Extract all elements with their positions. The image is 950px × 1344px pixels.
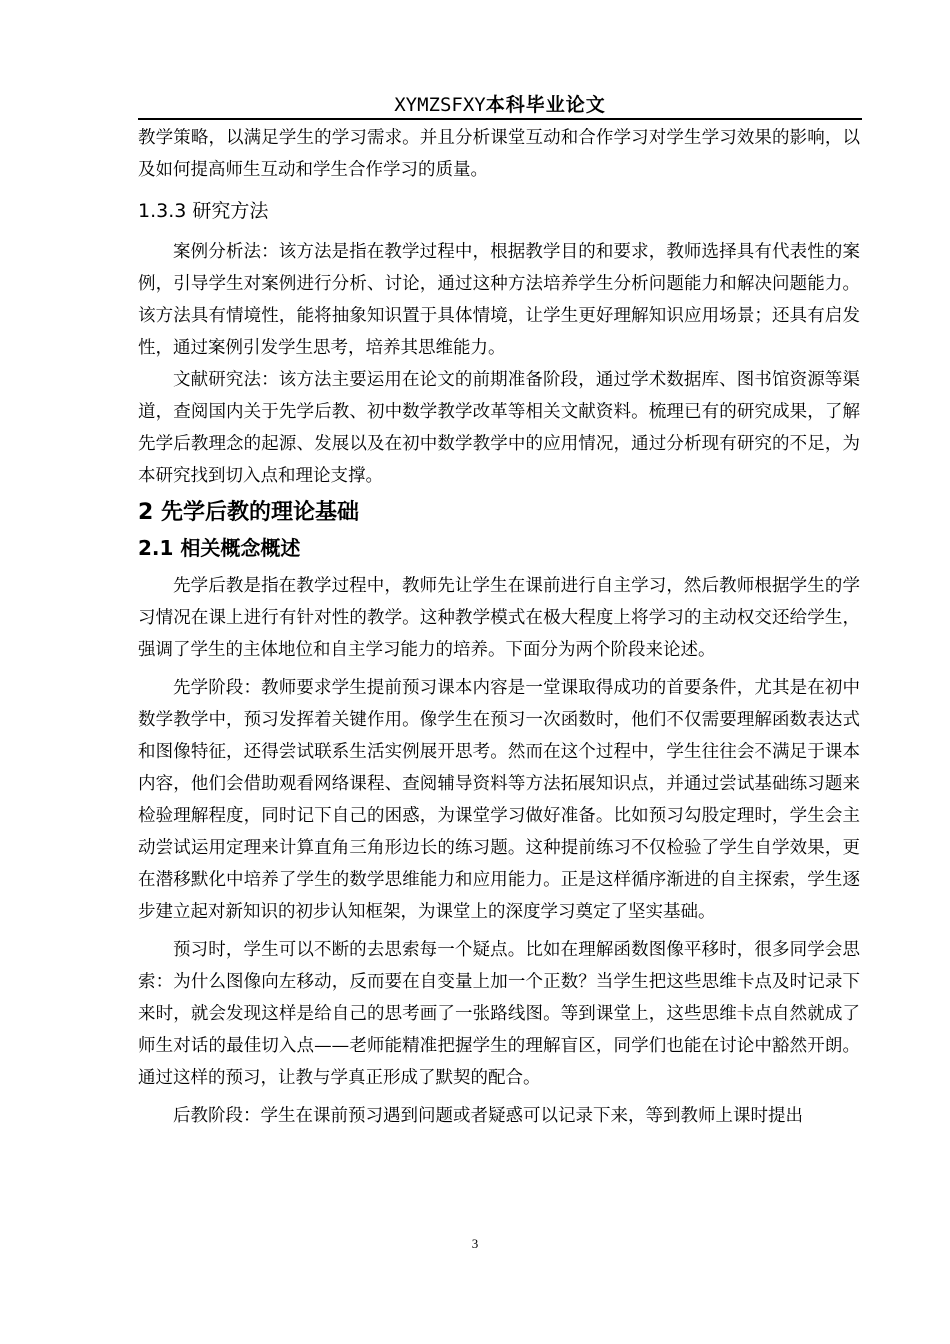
paragraph-definition: 先学后教是指在教学过程中，教师先让学生在课前进行自主学习，然后教师根据学生的学习情况在课上进行有针对性的教学。这种教学模式在极大程度上将学习的主动权交还给学生，强调了学生的主体地位和自主学习能力的培养。下面分为两个阶段来论述。 <box>138 576 860 660</box>
header-code: XYMZSFXY <box>394 94 486 116</box>
paragraph-continued: 教学策略，以满足学生的学习需求。并且分析课堂互动和合作学习对学生学习效果的影响，以及如何提高师生互动和学生合作学习的质量。 <box>138 128 860 180</box>
paragraph-pre-learning: 先学阶段：教师要求学生提前预习课本内容是一堂课取得成功的首要条件，尤其是在初中数学教学中，预习发挥着关键作用。像学生在预习一次函数时，他们不仅需要理解函数表达式和图像特征，还得尝试联系生活实例展开思考。然而在这个过程中，学生往往会不满足于课本内容，他们会借助观看网络课程、查阅辅导资料等方法拓展知识点，并通过尝试基础练习题来检验理解程度，同时记下自己的困惑，为课堂学习做好准备。比如预习勾股定理时，学生会主动尝试运用定理来计算直角三角形边长的练习题。这种提前练习不仅检验了学生自学效果，更在潜移默化中培养了学生的数学思维能力和应用能力。正是这样循序渐进的自主探索，学生逐步建立起对新知识的初步认知框架，为课堂上的深度学习奠定了坚实基础。 <box>138 678 860 922</box>
paragraph-post-teaching: 后教阶段：学生在课前预习遇到问题或者疑惑可以记录下来，等到教师上课时提出 <box>173 1106 803 1126</box>
page-number: 3 <box>471 1236 479 1251</box>
header-title: 本科毕业论文 <box>485 94 606 116</box>
chapter-heading-2: 2 先学后教的理论基础 <box>138 500 359 525</box>
section-heading-2-1: 2.1 相关概念概述 <box>138 536 301 560</box>
paragraph-literature-research: 文献研究法：该方法主要运用在论文的前期准备阶段，通过学术数据库、图书馆资源等渠道，查阅国内关于先学后教、初中数学教学改革等相关文献资料。梳理已有的研究成果，了解先学后教理念的起源、发展以及在初中数学教学中的应用情况，通过分析现有研究的不足，为本研究找到切入点和理论支撑。 <box>138 370 860 486</box>
paragraph-preview: 预习时，学生可以不断的去思索每一个疑点。比如在理解函数图像平移时，很多同学会思索：为什么图像向左移动，反而要在自变量上加一个正数？当学生把这些思维卡点及时记录下来时，就会发现这样是给自己的思考画了一张路线图。等到课堂上，这些思维卡点自然就成了师生对话的最佳切入点——老师能精准把握学生的理解盲区，同学们也能在讨论中豁然开朗。通过这样的预习，让教与学真正形成了默契的配合。 <box>138 940 860 1088</box>
paragraph-case-analysis: 案例分析法：该方法是指在教学过程中，根据教学目的和要求，教师选择具有代表性的案例，引导学生对案例进行分析、讨论，通过这种方法培养学生分析问题能力和解决问题能力。该方法具有情境性，能将抽象知识置于具体情境，让学生更好理解知识应用场景；还具有启发性，通过案例引发学生思考，培养其思维能力。 <box>138 242 860 358</box>
running-header <box>138 92 862 120</box>
section-heading-1-3-3: 1.3.3 研究方法 <box>138 200 269 222</box>
document-body <box>138 122 860 1132</box>
